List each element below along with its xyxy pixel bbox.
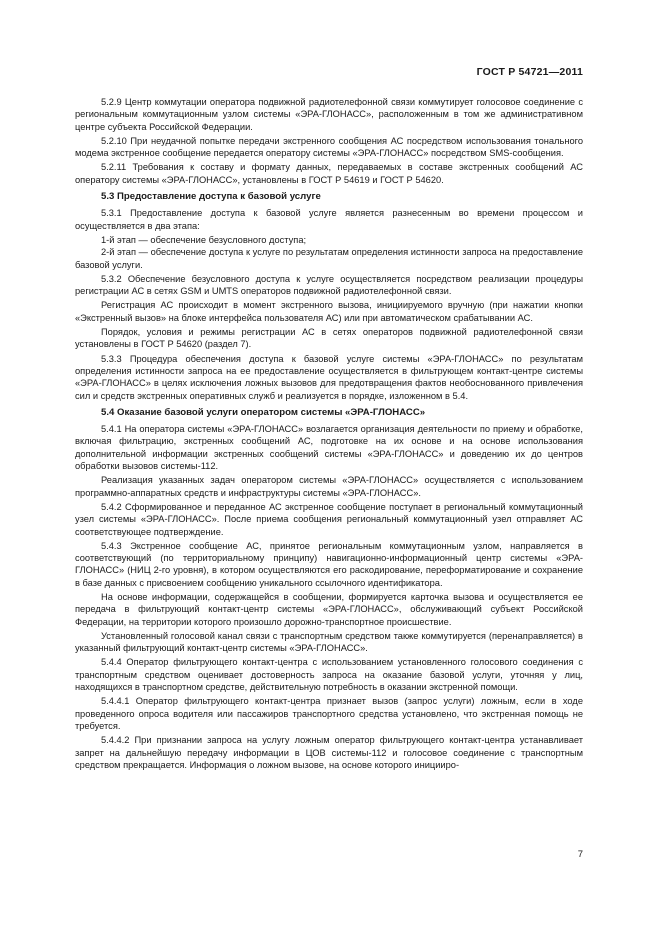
para-5-2-11: 5.2.11 Требования к составу и формату данных, передаваемых в составе экстренных сообщений АС оператору системы «ЭРА-ГЛОНАСС», установлены в ГОСТ Р 54619 и ГОСТ Р 54620. (75, 162, 583, 185)
document-header: ГОСТ Р 54721—2011 (476, 66, 583, 78)
para-5-4-2: 5.4.2 Сформированное и переданное АС экстренное сообщение поступает в региональный коммутационный узел системы «ЭРА-ГЛОНАСС». После приема сообщения региональный коммутационный узел отправляет АС соответствующее подтверждение. (75, 501, 583, 537)
para-5-2-9: 5.2.9 Центр коммутации оператора подвижной радиотелефонной связи коммутирует голосовое соединение с региональным коммутационным узлом системы «ЭРА-ГЛОНАСС», расположенным в том же административном центре субъекта Российской Федерации. (75, 97, 583, 132)
para-5-3-2: 5.3.2 Обеспечение безусловного доступа к услуге осуществляется посредством реализации процедуры регистрации АС в сетях GSM и UMTS операторов подвижной радиотелефонной связи. (75, 273, 583, 297)
para-5-4-4: 5.4.4 Оператор фильтрующего контакт-центра с использованием установленного голосового соединения с транспортным средством оценивает достоверность запроса на оказание базовой услуги, уточняя у лиц, находящихся в транспортном средстве, действительную потребность в оказании экстренной помощи. (75, 657, 583, 693)
para-registration: Регистрация АС происходит в момент экстренного вызова, инициируемого вручную (при нажатии кнопки «Экстренный вызов» на блоке интерфейса пользователя АС) или при автоматическом срабатывании АС. (75, 300, 583, 323)
para-5-4-3: 5.4.3 Экстренное сообщение АС, принятое региональным коммутационным узлом, направляется в соответствующий (по территориальному принципу) навигационно-информационный центр системы «ЭРА-ГЛОНАСС» (НИЦ 2-го уровня), в котором осуществляются его раскодирование, переформатирование и сохранение в базе данных с присвоением сообщению уникального ссылочного идентификатора. (75, 540, 583, 588)
para-implementation: Реализация указанных задач оператором системы «ЭРА-ГЛОНАСС» осуществляется с использованием программно-аппаратных средств и инфраструктуры системы «ЭРА-ГЛОНАСС». (75, 475, 583, 498)
para-5-3-1: 5.3.1 Предоставление доступа к базовой услуге является разнесенным во времени процессом и осуществляется в два этапа: (75, 208, 583, 231)
para-5-4-4-1: 5.4.4.1 Оператор фильтрующего контакт-центра признает вызов (запрос услуги) ложным, если в ходе проведенного опроса водителя или пассажиров транспортного средства установлено, что экстренная помощь не требуется. (75, 696, 583, 731)
para-5-2-10: 5.2.10 При неудачной попытке передачи экстренного сообщения АС посредством использования тонального модема экстренное сообщение передается оператору системы «ЭРА-ГЛОНАСС» посредством SMS-сообщения. (75, 135, 583, 159)
document-body (75, 96, 583, 773)
para-stage-1: 1-й этап — обеспечение безусловного доступа; (101, 234, 307, 245)
para-5-4-1: 5.4.1 На оператора системы «ЭРА-ГЛОНАСС» возлагается организация деятельности по приему и обработке, включая фильтрацию, экстренных сообщений АС, подготовке на их основе и на основе использования дополнительной информации экстренных сообщений системы «ЭРА-ГЛОНАСС» и доведению их до центров обработки вызовов системы-112. (75, 424, 583, 472)
para-voice-channel: Установленный голосовой канал связи с транспортным средством также коммутируется (перенаправляется) в указанный фильтрующий контакт-центр системы «ЭРА-ГЛОНАСС». (75, 630, 583, 654)
para-call-card: На основе информации, содержащейся в сообщении, формируется карточка вызова и осуществляется ее передача в фильтрующий контакт-центр системы «ЭРА-ГЛОНАСС», обслуживающий субъект Российской Федерации, на территории которого произошло дорожно-транспортное происшествие. (75, 591, 583, 627)
section-heading-5-4: 5.4 Оказание базовой услуги оператором системы «ЭРА-ГЛОНАСС» (101, 406, 426, 418)
page-number: 7 (577, 849, 583, 860)
para-5-4-4-2: 5.4.4.2 При признании запроса на услугу ложным оператор фильтрующего контакт-центра устанавливает запрет на дальнейшую передачу информации в ЦОВ системы-112 и голосовое соединение с транспортным средством прекращается. Информация о ложном вызове, на основе которого иницииро- (75, 735, 583, 770)
para-stage-2: 2-й этап — обеспечение доступа к услуге по результатам определения истинности запроса на предоставление базовой услуги. (75, 247, 583, 270)
para-5-3-3: 5.3.3 Процедура обеспечения доступа к базовой услуге системы «ЭРА-ГЛОНАСС» по результатам определения истинности запроса на ее предоставление осуществляется в фильтрующем контакт-центре системы «ЭРА-ГЛОНАСС» в целях исключения ложных вызовов для предотвращения фактов необоснованного привлечения сил и средств экстренных оперативных служб и реализуется в порядке, изложенном в 5.4. (75, 353, 583, 401)
section-heading-5-3: 5.3 Предоставление доступа к базовой услуге (101, 191, 321, 203)
para-order: Порядок, условия и режимы регистрации АС в сетях операторов подвижной радиотелефонной связи установлены в ГОСТ Р 54620 (раздел 7). (75, 327, 583, 350)
